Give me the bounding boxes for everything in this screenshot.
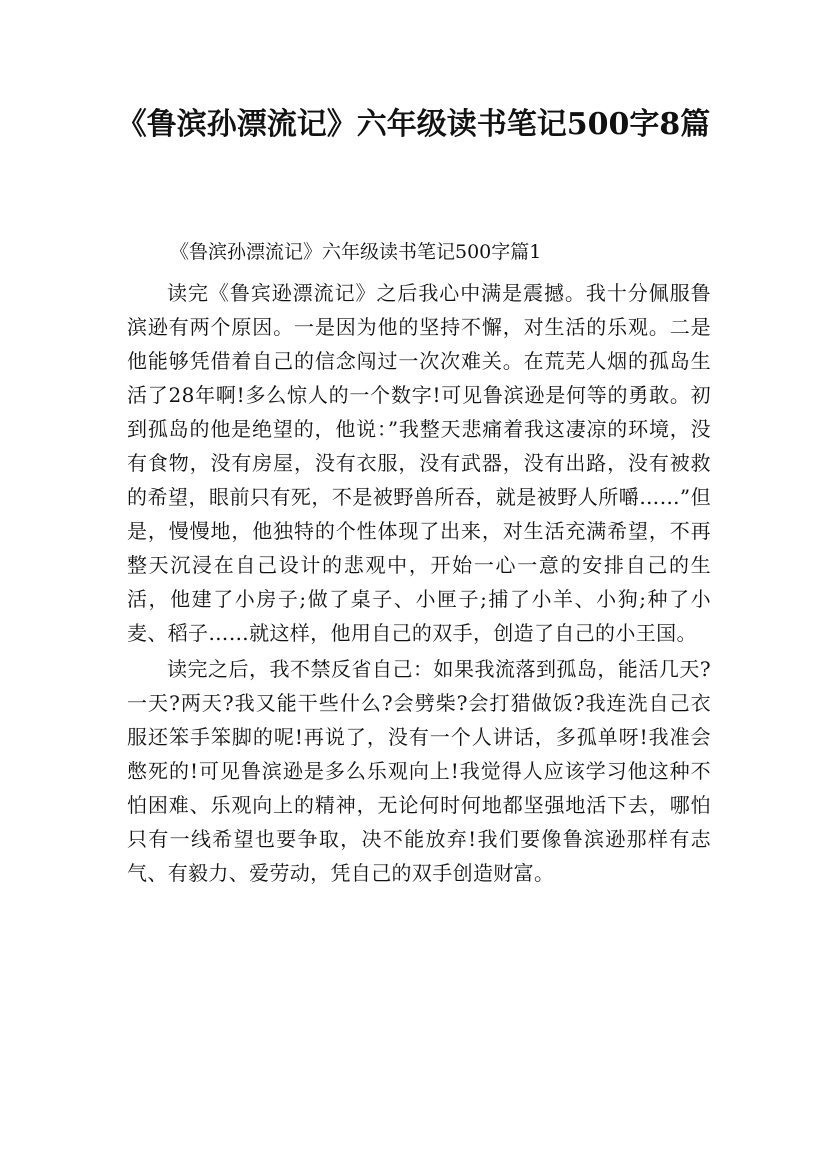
- document-title: 《鲁滨孙漂流记》六年级读书笔记500字8篇: [116, 107, 711, 142]
- body-paragraph-2: 读完之后，我不禁反省自己：如果我流落到孤岛，能活几天?一天?两天?我又能干些什么?会劈柴?会打猎做饭?我连洗自己衣服还笨手笨脚的呢!再说了，没有一个人讲话，多孤单呀!我准会憋死的!可见鲁滨逊是多么乐观向上!我觉得人应该学习他这种不怕困难、乐观向上的精神，无论何时何地都坚强地活下去，哪怕只有一线希望也要争取，决不能放弃!我们要像鲁滨逊那样有志气、有毅力、爱劳动，凭自己的双手创造财富。: [127, 657, 711, 885]
- document-body: [127, 276, 711, 890]
- body-paragraph-1: 读完《鲁宾逊漂流记》之后我心中满是震撼。我十分佩服鲁滨逊有两个原因。一是因为他的坚持不懈，对生活的乐观。二是他能够凭借着自己的信念闯过一次次难关。在荒芜人烟的孤岛生活了28年啊!多么惊人的一个数字!可见鲁滨逊是何等的勇敢。初到孤岛的他是绝望的，他说：”我整天悲痛着我这凄凉的环境，没有食物，没有房屋，没有衣服，没有武器，没有出路，没有被救的希望，眼前只有死，不是被野兽所吞，就是被野人所嚼……”但是，慢慢地，他独特的个性体现了出来，对生活充满希望，不再整天沉浸在自己设计的悲观中，开始一心一意的安排自己的生活，他建了小房子;做了桌子、小匣子;捕了小羊、小狗;种了小麦、稻子……就这样，他用自己的双手，创造了自己的小王国。: [127, 281, 711, 645]
- section-heading: 《鲁滨孙漂流记》六年级读书笔记500字篇1: [170, 241, 542, 263]
